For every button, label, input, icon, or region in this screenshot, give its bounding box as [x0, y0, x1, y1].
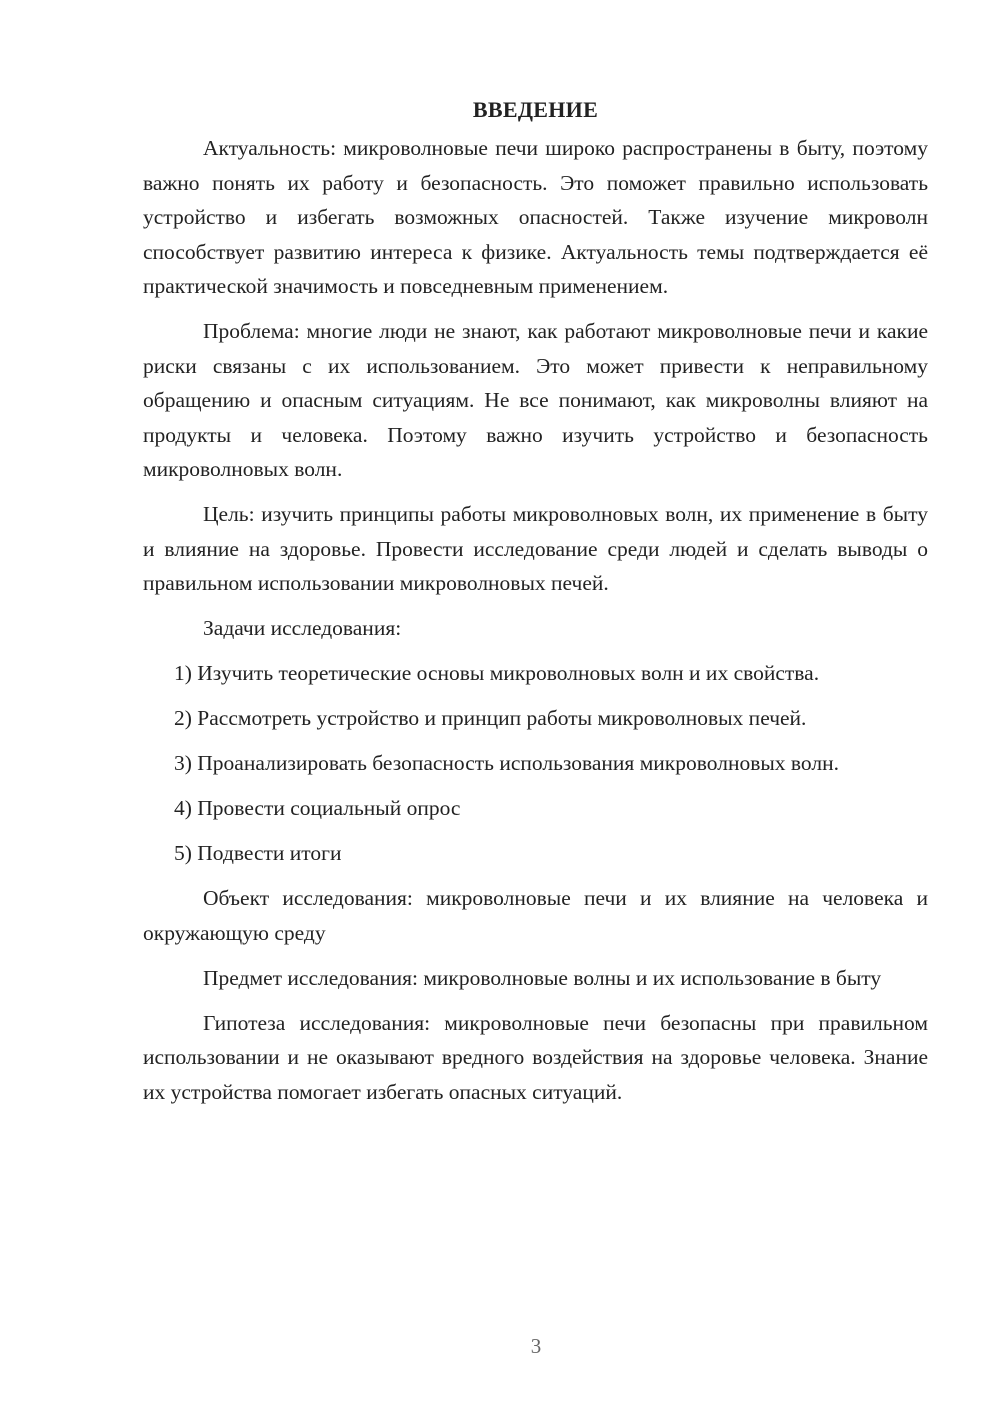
tasks-list [143, 656, 928, 871]
document-page [143, 92, 928, 1120]
list-item: 2) Рассмотреть устройство и принцип работы микроволновых печей. [174, 706, 807, 730]
page-number: 3 [530, 1334, 542, 1358]
list-item: 1) Изучить теоретические основы микроволновых волн и их свойства. [174, 661, 820, 685]
goal-paragraph: Цель: изучить принципы работы микроволновых волн, их применение в быту и влияние на здоровье. Провести исследование среди людей и сделать выводы о правильном использовании микроволновых печей. [143, 502, 928, 595]
page-title: ВВЕДЕНИЕ [472, 97, 599, 122]
list-item: 3) Проанализировать безопасность использования микроволновых волн. [174, 751, 840, 775]
tasks-heading: Задачи исследования: [203, 616, 402, 640]
hypothesis-paragraph: Гипотеза исследования: микроволновые печи безопасны при правильном использовании и не оказывают вредного воздействия на здоровье человека. Знание их устройства помогает избегать опасных ситуаций. [143, 1010, 928, 1104]
subject-paragraph: Предмет исследования: микроволновые волны и их использование в быту [203, 965, 882, 990]
object-paragraph: Объект исследования: микроволновые печи и их влияние на человека и окружающую среду [143, 886, 928, 945]
list-item: 5) Подвести итоги [174, 841, 342, 865]
problem-paragraph: Проблема: многие люди не знают, как работают микроволновые печи и какие риски связаны с их использованием. Это может привести к неправильному обращению и опасным ситуациям. Не все понимают, как микроволны влияют на продукты и человека. Поэтому важно изучить устройство и безопасность микроволновых волн. [143, 319, 928, 481]
list-item: 4) Провести социальный опрос [174, 796, 461, 820]
relevance-paragraph: Актуальность: микроволновые печи широко распространены в быту, поэтому важно понять их работу и безопасность. Это поможет правильно использовать устройство и избегать возможных опасностей. Также изучение микроволн способствует развитию интереса к физике. Актуальность темы подтверждается её практической значимость и повседневным применением. [143, 136, 928, 298]
